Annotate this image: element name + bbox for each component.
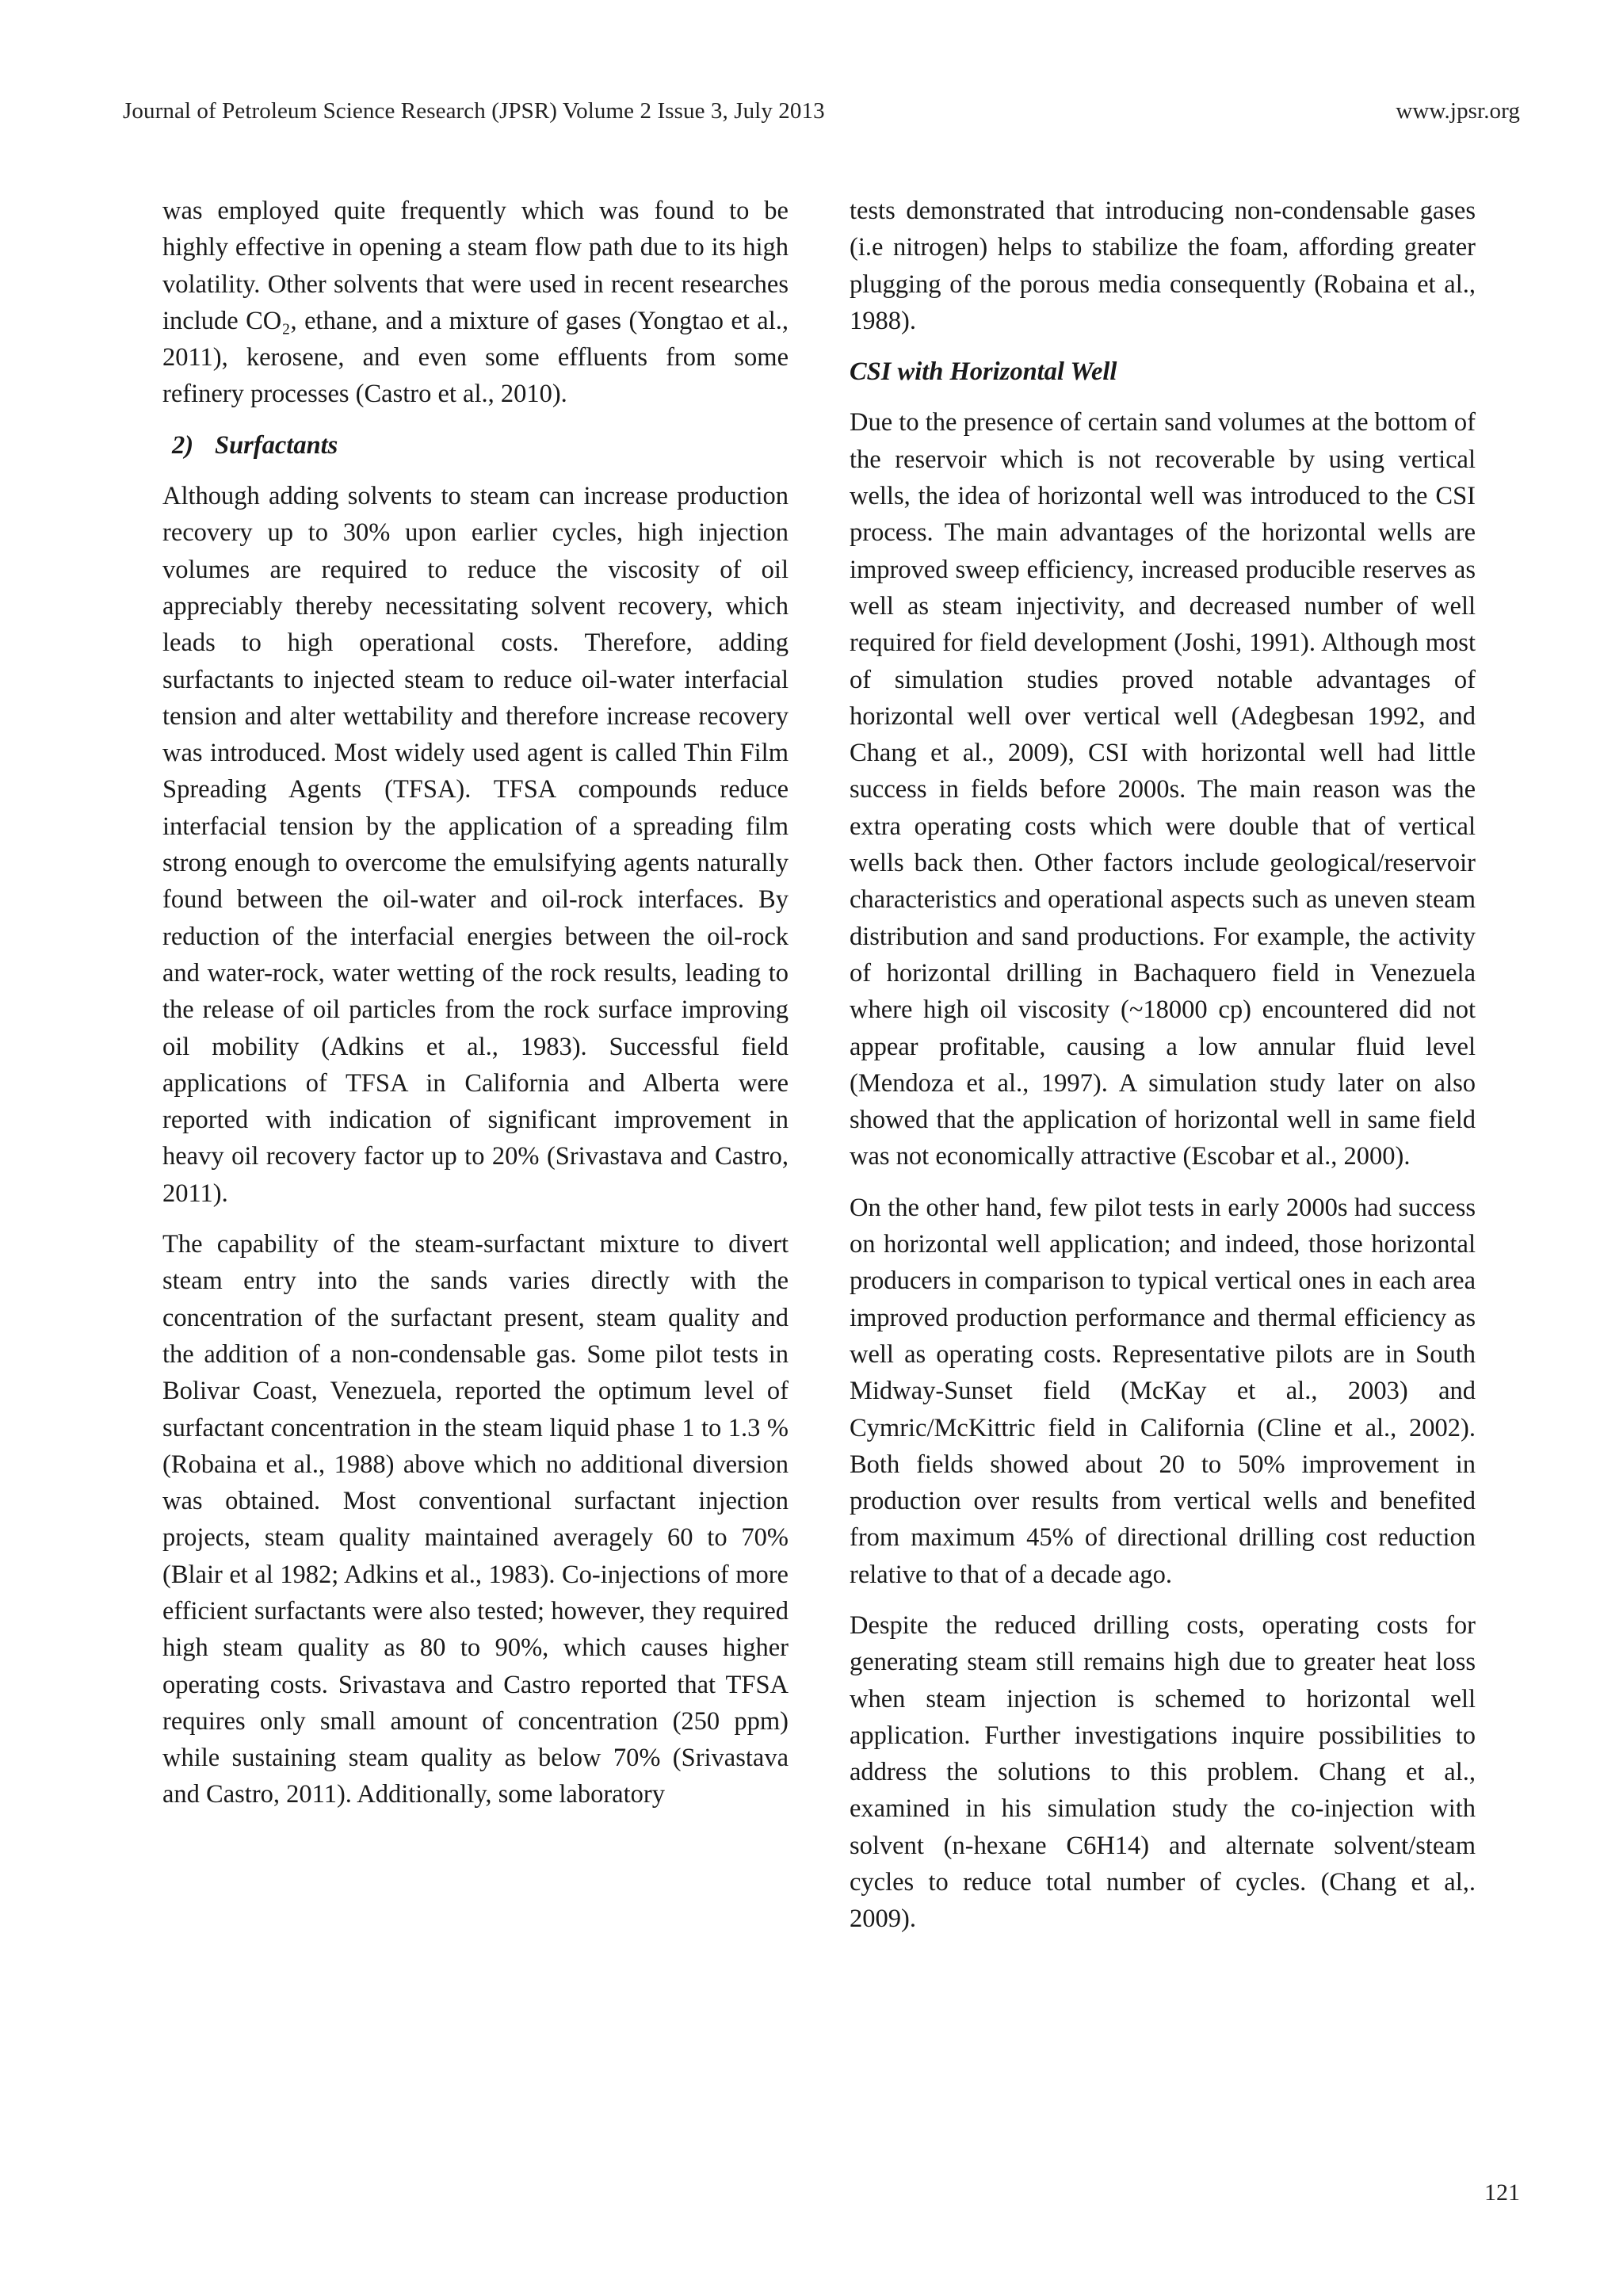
paragraph-steam-surfactant-mixture: The capability of the steam-surfactant mixture to divert steam entry into the sands varies directly with the concentration of the surfactant present, steam quality and the addition of a non-condensable gas. Some pilot tests in Bolivar Coast, Venezuela, reported the optimum level of surfactant concentration in the steam liquid phase 1 to 1.3 % (Robaina et al., 1988) above which no additional diversion was obtained. Most conventional surfactant injection projects, steam quality maintained averagely 60 to 70% (Blair et al 1982; Adkins et al., 1983). Co-injections of more efficient surfactants were also tested; however, they required high steam quality as 80 to 90%, which causes higher operating costs. Srivastava and Castro reported that TFSA requires only small amount of concentration (250 ppm) while sustaining steam quality as below 70% (Srivastava and Castro, 2011). Additionally, some laboratory: [162, 1230, 789, 1809]
paragraph-horizontal-well-intro: Due to the presence of certain sand volumes at the bottom of the reservoir which is not recoverable by using vertical wells, the idea of horizontal well was introduced to the CSI process. The main advantages of the horizontal wells are improved sweep efficiency, increased producible reserves as well as steam injectivity, and decreased number of well required for field development (Joshi, 1991). Although most of simulation studies proved notable advantages of horizontal well over vertical well (Adegbesan 1992, and Chang et al., 2009), CSI with horizontal well had little success in fields before 2000s. The main reason was the extra operating costs which were double that of vertical wells back then. Other factors include geological/reservoir characteristics and operational aspects such as uneven steam distribution and sand productions. For example, the activity of horizontal drilling in Bachaquero field in Venezuela where high oil viscosity (~18000 cp) encountered did not appear profitable, causing a low annular fluid level (Mendoza et al., 1997). A simulation study later on also showed that the application of horizontal well in same field was not economically attractive (Escobar et al., 2000).: [850, 408, 1476, 1171]
paragraph-drilling-costs: Despite the reduced drilling costs, operating costs for generating steam still remains high due to greater heat loss when steam injection is schemed to horizontal well application. Further investigations inquire possibilities to address the solutions to this problem. Chang et al., examined in his simulation study the co-injection with solvent (n-hexane C6H14) and alternate solvent/steam cycles to reduce total number of cycles. (Chang et al,. 2009).: [850, 1610, 1476, 1934]
paragraph-surfactants-intro: Although adding solvents to steam can increase production recovery up to 30% upon earlier cycles, high injection volumes are required to reduce the viscosity of oil appreciably thereby necessitating solvent recovery, which leads to high operational costs. Therefore, adding surfactants to injected steam to reduce oil-water interfacial tension and alter wettability and therefore increase recovery was introduced. Most widely used agent is called Thin Film Spreading Agents (TFSA). TFSA compounds reduce interfacial tension by the application of a spreading film strong enough to overcome the emulsifying agents naturally found between the oil-water and oil-rock interfaces. By reduction of the interfacial energies between the oil-rock and water-rock, water wetting of the rock results, leading to the release of oil particles from the rock surface improving oil mobility (Adkins et al., 1983). Successful field applications of TFSA in California and Alberta were reported with indication of significant improvement in heavy oil recovery factor up to 20% (Srivastava and Castro, 2011).: [162, 482, 789, 1208]
page-number: 121: [1484, 2179, 1520, 2206]
running-header-journal: Journal of Petroleum Science Research (JPSR) Volume 2 Issue 3, July 2013: [123, 98, 825, 124]
left-column: [162, 193, 789, 1828]
subsection-title: Surfactants: [215, 430, 338, 460]
paragraph-pilot-tests: On the other hand, few pilot tests in early 2000s had success on horizontal well application; and indeed, those horizontal producers in comparison to typical vertical ones in each area improved production performance and thermal efficiency as well as operating costs. Representative pilots are in South Midway-Sunset field (McKay et al., 2003) and Cymric/McKittric field in California (Cline et al., 2002). Both fields showed about 20 to 50% improvement in production over results from vertical wells and benefited from maximum 45% of directional drilling cost reduction relative to that of a decade ago.: [850, 1193, 1476, 1589]
subsection-heading-surfactants: [162, 427, 789, 464]
right-column: [850, 193, 1476, 1952]
subsection-number: 2): [172, 430, 194, 460]
section-heading-csi-horizontal-well: CSI with Horizontal Well: [850, 357, 1117, 387]
paragraph-solvents-continued: was employed quite frequently which was found to be highly effective in opening a steam flow path due to its high volatility. Other solvents that were used in recent researches include CO₂, ethane, and a mixture of gases (Yongtao et al., 2011), kerosene, and even some effluents from some refinery processes (Castro et al., 2010).: [162, 197, 789, 409]
running-header-website: www.jpsr.org: [1396, 98, 1520, 124]
paragraph-laboratory-tests-continued: tests demonstrated that introducing non-condensable gases (i.e nitrogen) helps to stabilize the foam, affording greater plugging of the porous media consequently (Robaina et al., 1988).: [850, 197, 1476, 335]
